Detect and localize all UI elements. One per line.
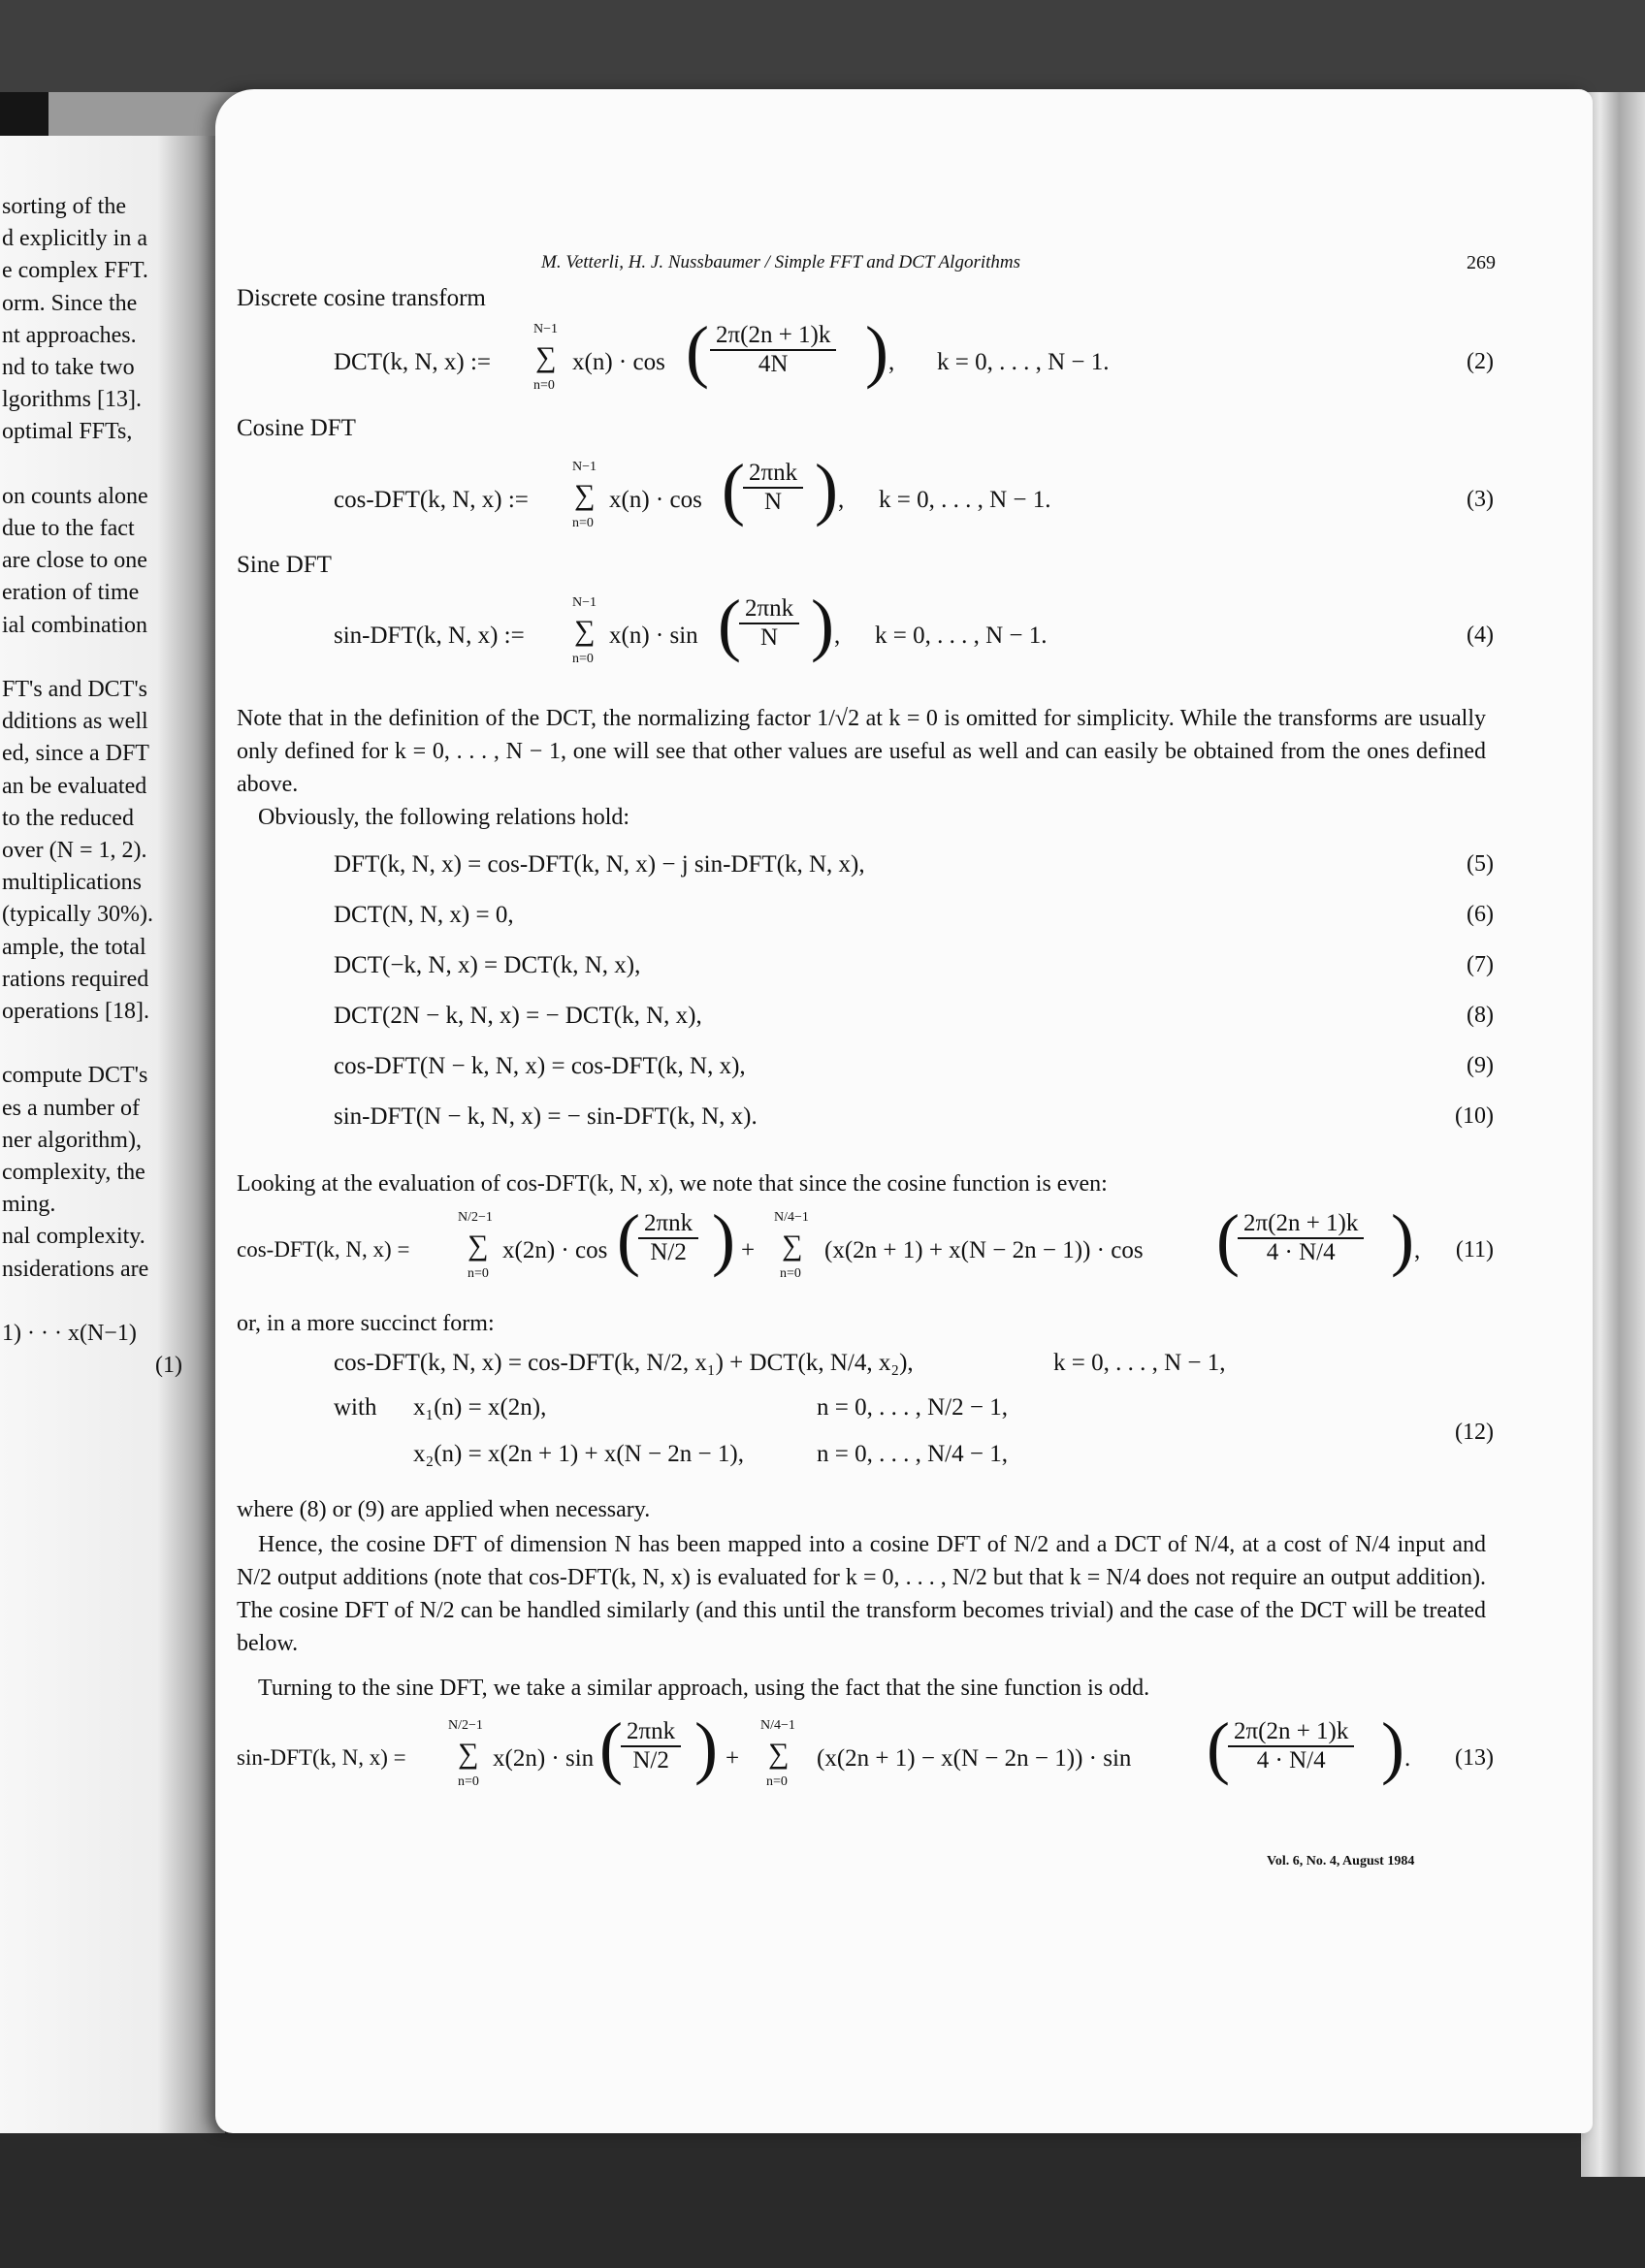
scan-top-shadow [0, 0, 1645, 92]
left-paren: ( [599, 1709, 623, 1786]
section-heading-dct: Discrete cosine transform [237, 285, 486, 311]
denominator: N [760, 624, 779, 651]
facing-page-text-fragment: complexity, the [2, 1160, 145, 1185]
eq-lhs: DCT(k, N, x) := [334, 349, 491, 375]
denominator: N/2 [632, 1747, 669, 1773]
equation-number: (11) [1455, 1237, 1494, 1262]
sum-lower-limit: n=0 [766, 1774, 788, 1789]
facing-page-text-fragment: d explicitly in a [2, 226, 147, 252]
sum-sign: ∑ [782, 1230, 803, 1262]
comma: , [1414, 1237, 1421, 1263]
facing-page-text-fragment: nt approaches. [2, 322, 137, 348]
sum-sign: ∑ [574, 479, 596, 511]
equation-number: (2) [1467, 349, 1494, 374]
paragraph-where: where (8) or (9) are applied when necessary. [237, 1497, 651, 1522]
facing-page-text-fragment: optimal FFTs, [2, 419, 133, 445]
eq12-x2-range: n = 0, . . . , N/4 − 1, [817, 1441, 1008, 1467]
facing-page-text-fragment: are close to one [2, 548, 147, 574]
fraction [710, 322, 836, 378]
scan-bottom-shadow [0, 2128, 1645, 2268]
sum-upper-limit: N−1 [572, 595, 597, 610]
equation-number: (8) [1467, 1003, 1494, 1028]
paragraph-looking: Looking at the evaluation of cos-DFT(k, N, x), we note that since the cosine function is even: [237, 1171, 1108, 1197]
facing-page-text-fragment: nal complexity. [2, 1224, 145, 1250]
paragraph-obviously: Obviously, the following relations hold: [258, 805, 630, 830]
facing-page-text-fragment: FT's and DCT's [2, 677, 147, 702]
eq-lhs: sin-DFT(k, N, x) = [237, 1745, 406, 1770]
facing-page-text-fragment: multiplications [2, 870, 142, 896]
facing-page-text-fragment: due to the fact [2, 516, 135, 541]
sum-lower-limit: n=0 [572, 652, 594, 666]
facing-page-fragment [0, 136, 225, 2133]
relation-equation: sin-DFT(N − k, N, x) = − sin-DFT(k, N, x). [334, 1103, 758, 1130]
denominator: 4 · N/4 [1256, 1747, 1326, 1773]
plus-sign: + [741, 1237, 756, 1263]
plus-sign: + [726, 1745, 740, 1772]
facing-page-text-fragment: (1) [155, 1353, 182, 1379]
facing-page-text-fragment: eration of time [2, 580, 140, 606]
facing-page-text-fragment: e complex FFT. [2, 258, 148, 284]
eq-term: x(2n) · sin [493, 1745, 595, 1772]
sum-upper-limit: N−1 [533, 322, 559, 336]
left-paren: ( [1207, 1709, 1230, 1786]
right-paren: ) [815, 450, 838, 527]
right-paren: ) [1391, 1200, 1414, 1278]
denominator: N [764, 489, 783, 515]
eq-term: x(2n) · cos [502, 1237, 608, 1263]
fraction [739, 595, 799, 652]
denominator: 4N [758, 351, 789, 377]
sum-upper-limit: N/2−1 [448, 1718, 483, 1733]
equation-number: (7) [1467, 952, 1494, 977]
sum-sign: ∑ [768, 1738, 790, 1770]
facing-page-text-fragment: es a number of [2, 1095, 140, 1121]
fraction [638, 1210, 698, 1266]
eq-term: (x(2n + 1) − x(N − 2n − 1)) · sin [817, 1745, 1132, 1772]
facing-page-text-fragment: ample, the total [2, 934, 146, 960]
right-paren: ) [1381, 1709, 1404, 1786]
equation-number: (3) [1467, 487, 1494, 512]
comma: , [834, 623, 841, 649]
eq-term: x(n) · cos [609, 487, 702, 513]
numerator: 2π(2n + 1)k [1238, 1210, 1364, 1239]
comma: , [888, 349, 895, 375]
sum-upper-limit: N/2−1 [458, 1210, 493, 1225]
facing-page-text-fragment: rations required [2, 966, 149, 992]
facing-page-text-fragment: compute DCT's [2, 1063, 148, 1089]
volume-footer: Vol. 6, No. 4, August 1984 [1267, 1854, 1415, 1869]
numerator: 2π(2n + 1)k [710, 322, 836, 351]
facing-page-text-fragment: operations [18]. [2, 999, 149, 1024]
left-paren: ( [718, 586, 741, 663]
sum-upper-limit: N/4−1 [760, 1718, 795, 1733]
numerator: 2πnk [638, 1210, 698, 1239]
right-paren: ) [811, 586, 834, 663]
paragraph-hence: Hence, the cosine DFT of dimension N has been mapped into a cosine DFT of N/2 and a DCT of N/4, at a cost of N/4 input and N/2 output additions (note that cos-DFT(k, N, x) is evaluated for k = 0, . . . , N/2 but that k = N/4 does not require an output addition). The cosine DFT of N/2 can be handled similarly (and this until the transform becomes trivial) and the case of the DCT will be treated below. [237, 1532, 1486, 1656]
journal-page [215, 89, 1593, 2133]
numerator: 2πnk [739, 595, 799, 624]
facing-page-text-fragment: ial combination [2, 612, 147, 638]
facing-page-text-fragment: (typically 30%). [2, 902, 153, 928]
fraction [743, 460, 803, 516]
eq-term: x(n) · cos [572, 349, 665, 375]
facing-page-text-fragment: nsiderations are [2, 1256, 149, 1282]
facing-page-text-fragment: to the reduced [2, 805, 134, 831]
relation-equation: DCT(2N − k, N, x) = − DCT(k, N, x), [334, 1003, 702, 1029]
sum-sign: ∑ [458, 1738, 479, 1770]
equation-number: (9) [1467, 1053, 1494, 1078]
eq-range: k = 0, . . . , N − 1. [879, 487, 1051, 513]
facing-page-text-fragment: dditions as well [2, 709, 148, 735]
relation-equation: DCT(−k, N, x) = DCT(k, N, x), [334, 952, 641, 978]
sum-sign: ∑ [574, 615, 596, 647]
sum-lower-limit: n=0 [468, 1266, 489, 1281]
eq12-x2: x₂(n) = x(2n + 1) + x(N − 2n − 1), [413, 1441, 744, 1467]
denominator: N/2 [650, 1239, 687, 1265]
sum-lower-limit: n=0 [572, 516, 594, 530]
sum-lower-limit: n=0 [780, 1266, 801, 1281]
eq-term: (x(2n + 1) + x(N − 2n − 1)) · cos [824, 1237, 1144, 1263]
facing-page-text-fragment: on counts alone [2, 483, 148, 509]
numerator: 2π(2n + 1)k [1228, 1718, 1354, 1747]
relation-equation: cos-DFT(N − k, N, x) = cos-DFT(k, N, x), [334, 1053, 746, 1079]
relation-equation: DCT(N, N, x) = 0, [334, 902, 514, 928]
eq12-range: k = 0, . . . , N − 1, [1053, 1350, 1226, 1376]
eq12-with: with [334, 1394, 377, 1421]
eq12-x1-range: n = 0, . . . , N/2 − 1, [817, 1394, 1008, 1421]
paragraph-turning: Turning to the sine DFT, we take a similar approach, using the fact that the sine function is odd. [258, 1676, 1150, 1701]
eq-term: x(n) · sin [609, 623, 698, 649]
facing-page-text-fragment: nd to take two [2, 355, 135, 380]
fraction [1228, 1718, 1354, 1774]
equation-number: (5) [1467, 851, 1494, 877]
equation-number: (10) [1455, 1103, 1494, 1129]
eq12-x1: x₁(n) = x(2n), [413, 1394, 547, 1421]
section-heading-sindft: Sine DFT [237, 552, 332, 578]
facing-page-text-fragment: ner algorithm), [2, 1127, 142, 1153]
sum-lower-limit: n=0 [458, 1774, 479, 1789]
facing-page-text-fragment: an be evaluated [2, 773, 147, 799]
equation-number: (13) [1455, 1745, 1494, 1771]
sum-sign: ∑ [535, 341, 557, 373]
equation-number: (12) [1455, 1420, 1494, 1445]
eq-range: k = 0, . . . , N − 1. [875, 623, 1048, 649]
right-paren: ) [865, 312, 888, 390]
right-paren: ) [712, 1200, 735, 1278]
facing-page-text-fragment: lgorithms [13]. [2, 387, 142, 413]
sum-sign: ∑ [468, 1230, 489, 1262]
equation-number: (6) [1467, 902, 1494, 927]
left-paren: ( [686, 312, 709, 390]
eq-lhs: sin-DFT(k, N, x) := [334, 623, 525, 649]
sum-upper-limit: N−1 [572, 460, 597, 474]
facing-page-text-fragment: ed, since a DFT [2, 741, 149, 767]
facing-page-text-fragment: 1) · · · x(N−1) [2, 1321, 137, 1346]
denominator: 4 · N/4 [1266, 1239, 1336, 1265]
facing-page-text-fragment: sorting of the [2, 194, 126, 219]
section-heading-cosdft: Cosine DFT [237, 415, 356, 441]
facing-page-text-fragment: over (N = 1, 2). [2, 838, 147, 863]
running-head: M. Vetterli, H. J. Nussbaumer / Simple FFT and DCT Algorithms [541, 252, 1021, 272]
eq-range: k = 0, . . . , N − 1. [937, 349, 1110, 375]
fraction [1238, 1210, 1364, 1266]
left-paren: ( [1216, 1200, 1240, 1278]
relation-equation: DFT(k, N, x) = cos-DFT(k, N, x) − j sin-DFT(k, N, x), [334, 851, 865, 878]
comma: , [838, 487, 845, 513]
facing-page-text-fragment: orm. Since the [2, 290, 138, 316]
period: . [1404, 1745, 1411, 1772]
paragraph-note: Note that in the definition of the DCT, the normalizing factor 1/√2 at k = 0 is omitted for simplicity. While the transforms are usually only defined for k = 0, . . . , N − 1, one will see that other values are useful as well and can easily be obtained from the ones defined above. [237, 706, 1486, 797]
sum-upper-limit: N/4−1 [774, 1210, 809, 1225]
numerator: 2πnk [743, 460, 803, 489]
fraction [621, 1718, 681, 1774]
eq12-line1: cos-DFT(k, N, x) = cos-DFT(k, N/2, x₁) + DCT(k, N/4, x₂), [334, 1350, 914, 1376]
page-number: 269 [1467, 252, 1496, 273]
left-paren: ( [617, 1200, 640, 1278]
facing-page-text-fragment: ming. [2, 1192, 56, 1218]
left-paren: ( [722, 450, 745, 527]
numerator: 2πnk [621, 1718, 681, 1747]
equation-number: (4) [1467, 623, 1494, 648]
eq-lhs: cos-DFT(k, N, x) := [334, 487, 529, 513]
paragraph-succinct: or, in a more succinct form: [237, 1311, 495, 1336]
eq-lhs: cos-DFT(k, N, x) = [237, 1237, 410, 1262]
sum-lower-limit: n=0 [533, 378, 555, 393]
right-paren: ) [694, 1709, 718, 1786]
